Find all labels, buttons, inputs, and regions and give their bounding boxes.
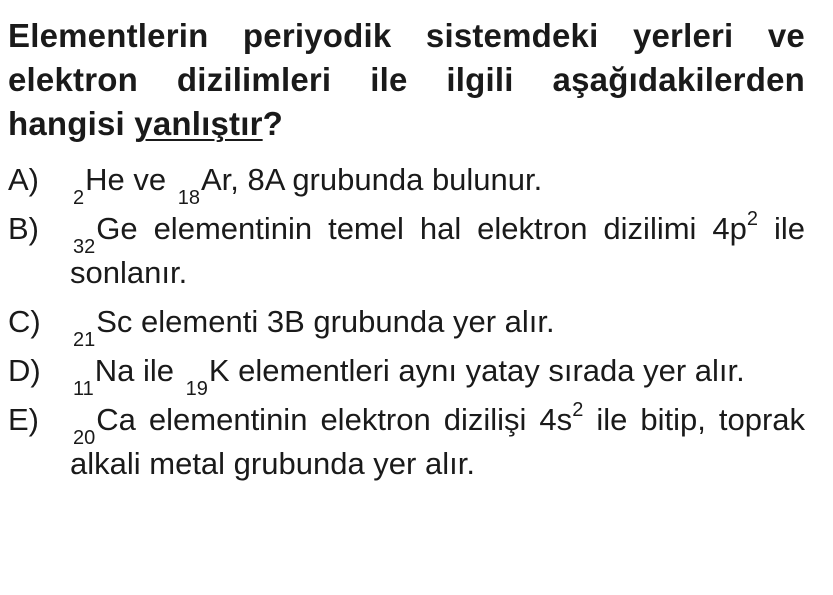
option-letter: A) (8, 162, 39, 197)
option-text-part: Ge elementinin temel hal elektron dizilimi 4p (96, 211, 747, 246)
option-text (70, 300, 805, 351)
option-letter: C) (8, 304, 41, 339)
option-text-part: Ca elementinin elektron dizilişi 4s (96, 402, 573, 437)
atomic-number: 20 (73, 427, 96, 449)
atomic-number: 2 (73, 187, 85, 209)
superscript: 2 (572, 399, 584, 421)
question-stem (8, 14, 805, 146)
option-b[interactable] (8, 207, 805, 295)
option-d[interactable] (8, 349, 805, 400)
atomic-number: 19 (185, 378, 208, 400)
option-text-part: He ve (85, 162, 175, 197)
option-text-part: Ar, 8A grubunda bulunur. (200, 162, 543, 197)
atomic-number: 18 (177, 187, 200, 209)
stem-end: ? (262, 105, 284, 142)
option-text-part: Sc elementi 3B grubunda yer alır. (96, 304, 555, 339)
superscript: 2 (746, 208, 759, 230)
atomic-number: 11 (73, 378, 94, 400)
option-text (70, 207, 805, 295)
option-text (70, 158, 805, 209)
option-text-part: K elementleri aynı yatay sırada yer alır. (208, 353, 745, 388)
option-text-part: Na ile (94, 353, 183, 388)
option-text (70, 349, 805, 400)
stem-emphasis: yanlıştır (134, 105, 263, 142)
option-letter: E) (8, 402, 39, 437)
option-text-part: ile sonlanır. (70, 211, 805, 290)
option-a[interactable] (8, 158, 805, 209)
stem-text: Elementlerin periyodik sistemdeki yerleri ve elektron dizilimleri ile ilgili aşağıdakilerden hangisi (8, 17, 805, 142)
option-letter: D) (8, 353, 41, 388)
option-letter: B) (8, 211, 39, 246)
atomic-number: 21 (73, 329, 96, 351)
option-e[interactable] (8, 398, 805, 486)
atomic-number: 32 (73, 236, 96, 258)
option-text-part: ile bitip, toprak alkali metal grubunda yer alır. (70, 402, 806, 481)
option-c[interactable] (8, 300, 805, 351)
option-text (70, 398, 805, 486)
